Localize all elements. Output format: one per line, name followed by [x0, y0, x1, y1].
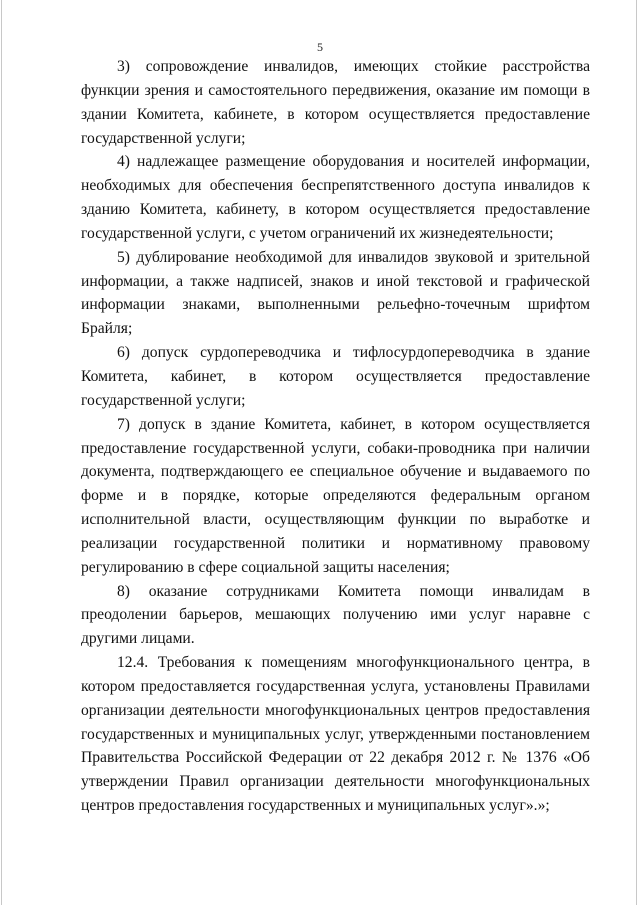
page-left-edge [1, 0, 2, 905]
document-body [81, 55, 590, 818]
paragraph-item-3: 3) сопровождение инвалидов, имеющих стойкие расстройства функции зрения и самостоятельного передвижения, оказание им помощи в здании Комитета, кабинете, в котором осуществляется предоставление государственной услуги; [81, 58, 590, 147]
paragraph-12-4: 12.4. Требования к помещениям многофункционального центра, в котором предоставляется государственная услуга, установлены Правилами организации деятельности многофункциональных центров предоставления государственных и муниципальных услуг, утвержденными постановлением Правительства Российской Федерации от 22 декабря 2012 г. № 1376 «Об утверждении Правил организации деятельности многофункциональных центров предоставления государственных и муниципальных услуг».»; [81, 654, 590, 815]
paragraph-item-5: 5) дублирование необходимой для инвалидов звуковой и зрительной информации, а также надписей, знаков и иной текстовой и графической информации знаками, выполненными рельефно-точечным шрифтом Брайля; [81, 248, 590, 338]
paragraph-item-8: 8) оказание сотрудниками Комитета помощи инвалидам в преодолении барьеров, мешающих получению ими услуг наравне с другими лицами. [81, 582, 590, 648]
paragraph-item-6: 6) допуск сурдопереводчика и тифлосурдопереводчика в здание Комитета, кабинет, в котором осуществляется предоставление государственной услуги; [81, 344, 590, 409]
page-number: 5 [317, 40, 323, 54]
paragraph-item-4: 4) надлежащее размещение оборудования и носителей информации, необходимых для обеспечения беспрепятственного доступа инвалидов к зданию Комитета, кабинету, в котором осуществляется предоставление государственной услуги, с учетом ограничений их жизнедеятельности; [81, 153, 590, 242]
page-right-edge [636, 0, 637, 905]
paragraph-item-7: 7) допуск в здание Комитета, кабинет, в котором осуществляется предоставление государственной услуги, собаки-проводника при наличии документа, подтверждающего ее специальное обучение и выдаваемого по форме и в порядке, которые определяются федеральным органом исполнительной власти, осуществляющим функции по выработке и реализации государственной политики и нормативному правовому регулированию в сфере социальной защиты населения; [81, 415, 590, 576]
